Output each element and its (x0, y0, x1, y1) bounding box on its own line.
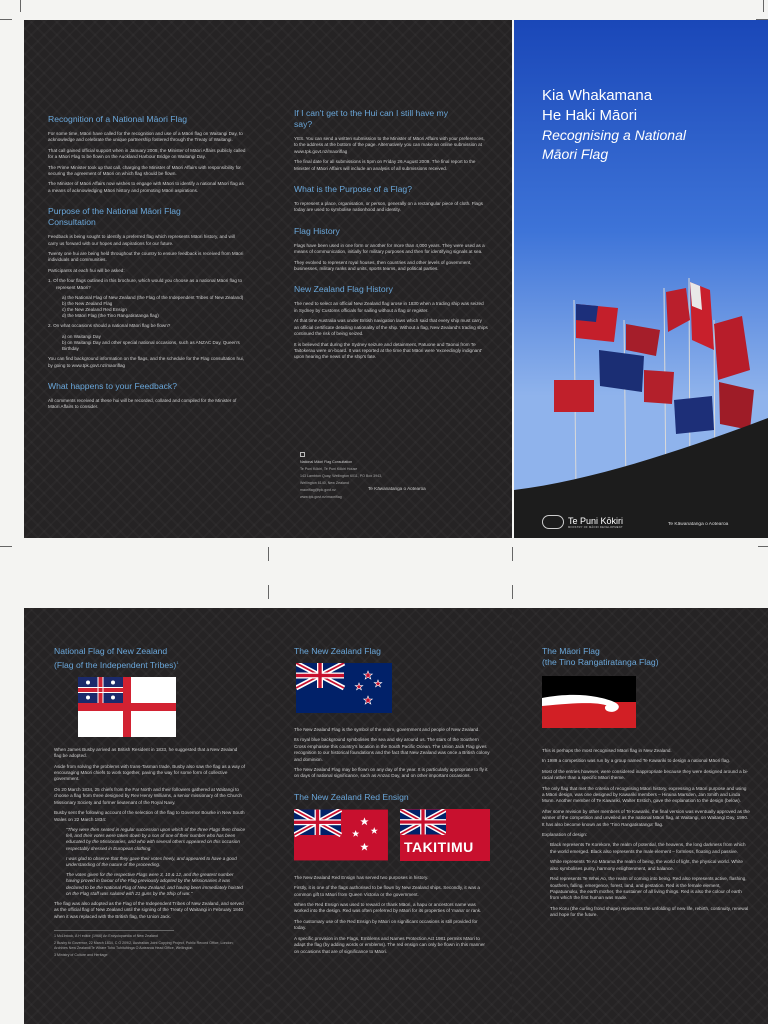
tpk-emblem-icon (542, 515, 564, 529)
design-explanation: White represents Te Ao Mārama the realm of being, the world of light, the physical world. White also symbolises purity, harmony enlightenment, and balance. (550, 859, 743, 871)
heading-maori-flag (542, 646, 750, 668)
paragraph: The customary use of the Red Ensign by Māori on significant occasions is still provided for today. (294, 918, 478, 931)
brochure-flags-panel-right (512, 608, 768, 1024)
union-jack-canton (400, 809, 446, 835)
address-line: 143 Lambton Quay, Wellington 6011, PO Box 3943, (300, 474, 383, 478)
heading-flag-history: Flag History (294, 225, 340, 236)
paragraph: A specific provision in the Flags, Emblems and Names Protection Act 1981 permits Māori to adapt the flag (by adding words or emblems). The red ensign can only be flown in this manner on occasions that are of significance to Māori. (294, 935, 485, 954)
heading-recognition: Recognition of a National Māori Flag (48, 114, 188, 124)
quote: I was glad to observe that they gave their votes freely, and appeared to have a good understanding of the nature of the proceeding. (66, 855, 237, 867)
footnote: 1 McLintock, A H editor (1966) An Encyclopaedia of New Zealand (54, 934, 158, 939)
email-link[interactable]: maoriflag@tpk.govt.nz (300, 488, 336, 492)
quote: The votes given for the respective Flags were 3, 10 & 12, and the greatest number having proved in favour of the Flag previously adopted by the Missionaries it was declared to be the National Flag of New Zealand, and having been immediately hoisted on the Flag staff was saluted with 21 guns by the Ship of war." (66, 872, 243, 896)
crop-mark (20, 0, 21, 12)
flag-option-c: c) the New Zealand Red Ensign (62, 307, 127, 313)
independent-tribes-flag (78, 677, 176, 737)
address-line: National Māori Flag Consultation (300, 460, 353, 464)
heading-hui-say: If I can't get to the Hui can I still have my say? (294, 108, 449, 129)
waving-flag (576, 304, 598, 322)
paragraph: After some revision by other members of Te Kawariki, the final version was eventually approved as the winner of the competition and unveiled as the national Māori flag, at Waitangi, on Waitangi Day, 1990. It has also become known as the 'Tino Rangatiratanga' flag. (542, 808, 750, 827)
heading-feedback: What happens to your Feedback? (48, 380, 177, 391)
waving-flag (554, 380, 594, 412)
paragraph: Firstly, it is one of the flags authorised to be flown by New Zealand ships. Secondly, it was a common gift to Māori from Queen Victoria or the government. (294, 885, 480, 897)
crop-mark (763, 0, 764, 12)
paragraph: You can find background information on the flags, and the schedule for the Flag consultation hui, by going to www.tpk.govt.nz/maoriflag (48, 356, 244, 368)
paragraph: Most of the entries however, were considered inappropriate because they were designed around a bi-racial rather than a specific Māori theme. (542, 768, 749, 781)
paragraph: The New Zealand Flag may be flown on any day of the year. It is particularly appropriate to fly it on days of national significance, such as Anzac Day, and on other important occasions. (294, 767, 488, 779)
takitimu-label: TAKITIMU (403, 838, 474, 855)
waving-flag (674, 396, 714, 434)
paragraph: Its royal blue background symbolises the sea and sky around us. The stars of the Southern Cross emphasise this country's location in the South Pacific Ocean. The Union Jack Flag gives recognition to our historical foundations and the fact that New Zealand was once a British colony and dominion. (294, 737, 490, 762)
paragraph: The Prime Minister took up that call, charging the Minister of Māori Affairs with responsibility for securing the agreement of Māori on which flag should be flown. (48, 164, 241, 177)
website-link[interactable]: www.tpk.govt.nz/maoriflag (300, 495, 342, 499)
paragraph: When James Busby arrived as British Resident in 1833, he suggested that a New Zealand flag be adopted. (54, 746, 238, 759)
paragraph: The need to select an official New Zealand flag arose in 1830 when a trading ship was seized in Sydney by Customs officials for sailing without a flag or register. (294, 301, 484, 313)
question-2: 2. On what occasions should a national Māori flag be flown? (48, 323, 171, 329)
paragraph: They evolved to represent royal houses, then countries and other levels of government, businesses, military ranks and units, sports teams, and political parties. (294, 259, 472, 272)
quote: "They were then seated in regular succession upon which of the three Flags then choice fell, and their votes were taken down by a son of one of their number who has been educated by the Missionaries, and who with several others appeared on this occasion respectably dressed in European clothing. (66, 826, 246, 851)
paragraph: The flag was also adopted as the Flag of the Independent Tribes of New Zealand, and served as the official flag of New Zealand until the signing of the Treaty of Waitangi in February 1840 when it was replaced with the British flag, the Union Jack. (54, 900, 244, 919)
crop-mark (0, 546, 12, 547)
crop-mark (512, 585, 513, 599)
occasion-option-a: a) on Waitangi Day (62, 333, 101, 339)
footnote-ref: 1 (176, 660, 179, 665)
paragraph: That call gained official support when in January 2008, the Minister of Māori Affairs publicly called for a Māori Flag to be flown on the Auckland Harbour Bridge on Waitangi Day. (48, 147, 246, 160)
crop-mark (268, 585, 269, 599)
heading-line: National Flag of New Zealand (54, 646, 168, 656)
paragraph: On 20 March 1834, 25 chiefs from the Far North and their followers gathered at Waitangi to choose a flag from three designed by Rev Henry Williams, a senior missionary of the Church Missionary Society and former lieutenant of the Royal Navy. (54, 786, 242, 805)
cover-subtitle-line-1: Recognising a National (542, 127, 686, 143)
heading-purpose-flag: What is the Purpose of a Flag? (294, 184, 412, 195)
crop-mark (758, 546, 768, 547)
tpk-logo (542, 515, 623, 529)
paragraph: Participants at each hui will be asked: (48, 267, 125, 273)
crop-mark (268, 547, 269, 561)
cover-subtitle-line-2: Māori Flag (542, 146, 609, 162)
paragraph: The final date for all submissions is 5pm on Friday 26 August 2009. The final report to the Minister of Māori Affairs will include an analysis of all submissions received. (294, 159, 476, 171)
small-logo-icon (300, 452, 305, 457)
heading-line: (Flag of the Independent Tribes) (54, 659, 177, 670)
paragraph: The Minister of Māori Affairs now wishes to engage with Māori to identify a national Māori flag as a means of acknowledging Māori history and promoting Māori aspirations. (48, 181, 244, 193)
address-line: Te Puni Kōkiri, Te Puni Kōkiri House (300, 467, 358, 471)
waving-flag (644, 370, 674, 404)
contact-address (300, 452, 450, 502)
flag-option-d: d) the Māori Flag (the Tino Rangatiratanga flag) (62, 313, 159, 319)
gov-logo-text: Te Kāwanatanga o Aotearoa (668, 522, 729, 527)
heading-purpose-consultation: Purpose of the National Māori Flag Consultation (48, 206, 181, 228)
paragraph: Flags have been used in one form or another for more than 4,000 years. They were used as a means of communication, initially for military purposes and then for identifying signals at sea. (294, 242, 485, 255)
paragraph: YES. You can send a written submission to the Minister of Māori Affairs with your preferences, to the address at the bottom of the page. Alternatively you can make an online submission at www.tpk.govt.nz/maoriflag (294, 136, 485, 154)
red-ensign-flag (294, 809, 388, 861)
heading-national-flag (54, 646, 246, 671)
flag-option-a: a) the National Flag of New Zealand (the Flag of the Independent Tribes of New Zealand) (62, 295, 244, 301)
footnote: 3 Ministry of Culture and Heritage (54, 953, 108, 958)
heading-red-ensign: The New Zealand Red Ensign (294, 791, 409, 802)
cover-title-line-2: He Haki Māori (542, 107, 638, 124)
heading-line: (the Tino Rangatiratanga Flag) (542, 657, 659, 667)
flag-option-b: b) the New Zealand Flag (62, 301, 113, 307)
heading-nz-flag-history: New Zealand Flag History (294, 284, 393, 295)
paragraph: The only flag that met the criteria of recognising Māori history, expressing a Māori purpose and using a Māori design, was one designed by Kawariki members – Hiraina Marsden, Jan Smith and Linda Munn. Another member of Te Kawariki, Walter Erstich, gave the explanation to the design (below). (542, 785, 747, 804)
heading-line: The Māori Flag (542, 646, 600, 656)
paragraph: The New Zealand Red Ensign has served two purposes in history. (294, 874, 429, 880)
crop-mark (0, 19, 12, 20)
design-explanation: Black represents Te Korekore, the realm of potential, the heavens, the long darkness from which the world emerged. Black also represents the male element – formless, floating and passive. (550, 842, 746, 854)
brochure-inside-panel-left (24, 20, 268, 538)
takitimu-flag (400, 809, 490, 861)
paragraph: Busby sent the following account of the selection of the flag to Governor Bourke in New South Wales on 22 March 1834: (54, 810, 245, 822)
paragraph: It is believed that during the Sydney seizure and detainment, Patuone and Taonui from Te Taitokerau were on-board. It was reported at the time that Māori were 'exceedingly indignant' upon hearing the news of the ship's fate. (294, 341, 482, 360)
occasion-option-b: b) on Waitangi Day and other special national occasions, such as ANZAC Day, Queen's Birthday (62, 339, 240, 352)
address-line: Wellington 6140, New Zealand (300, 481, 349, 485)
paragraph: The New Zealand Flag is the symbol of the realm, government and people of New Zealand. (294, 727, 480, 732)
brochure-inside-panel-middle (268, 20, 512, 538)
heading-nz-flag: The New Zealand Flag (294, 646, 381, 656)
cover-title (542, 86, 686, 164)
waving-flag (599, 350, 644, 392)
brochure-cover-panel (514, 20, 768, 538)
brochure-flags-panel-left (24, 608, 268, 1024)
design-explanation: The Koru (the curling frond shape) represents the unfolding of new life, rebirth, continuity, renewal and hope for the future. (550, 905, 749, 918)
design-explanation: Red represents Te Whei Ao, the realm of coming into being. Red also represents active, flashing, southern, falling, emergence, forest, land, and gestation. Red is the female element, Papatuanuku, the earth mother, the sustainer of all living things. Red is also the colour of earth from which the first human was made. (550, 876, 747, 901)
crop-mark (512, 547, 513, 561)
tino-rangatiratanga-flag (542, 676, 636, 728)
paragraph: Aside from solving the problems with trans-Tasman trade, Busby also saw the flag as a way of encouraging Māori chiefs to work together, paving the way for some form of collective government. (54, 763, 245, 782)
gov-logo-text: Te Kāwanatanga o Aotearoa (368, 486, 426, 491)
tpk-logo-text: Te Puni Kōkiri (568, 515, 624, 526)
paragraph: This is perhaps the most recognised Māori flag in New Zealand. (542, 748, 672, 753)
paragraph: Twenty one hui are being held throughout the country to ensure feedback is received from Māori individuals and communities. (48, 251, 244, 263)
tpk-logo-subtext: MINISTRY OF MĀORI DEVELOPMENT (568, 525, 623, 529)
paragraph: When the Red Ensign was used to reward or thank Māori, a hapu or ancestors name was worked into the design. Red was often preferred by Māori for its properties of 'mana' or rank. (294, 902, 482, 914)
paragraph: At that time Australia was under British navigation laws which said that every ship must carry an official certificate detailing nationality of the ship. Without a flag, New Zealand's trading ships continued the risk of being seized. (294, 318, 488, 337)
footnote: 2 Busby to Governor, 22 March 1834, C O 209/2, Australian Joint Copying Project, Public Record Office, London; Archives New Zealand/Te Whare Tohu Tuhituhinga O Aotearoa Head Office, Wellington (54, 941, 234, 951)
paragraph: Explanation of design: (542, 832, 588, 838)
waving-flag (719, 382, 754, 430)
new-zealand-flag (296, 663, 392, 713)
paragraph: For some time, Māori have called for the recognition and use of a Māori flag on Waitangi Day, to acknowledge and celebrate the unique partnership fostered through the Treaty of Waitangi. (48, 131, 243, 143)
brochure-flags-panel-middle (268, 608, 512, 1024)
paragraph: Feedback is being sought to identify a preferred flag which represents Māori history, and will carry us forward with our hopes and aspirations for our future. (48, 234, 235, 246)
cover-title-line-1: Kia Whakamana (542, 87, 653, 104)
paragraph: In 1989 a competition was run by a group named Te Kawariki to design a national Māori flag. (542, 758, 731, 764)
question-1: 1. Of the four flags outlined in this brochure, which would you choose as a national Māori flag to represent Māori? (48, 278, 243, 290)
paragraph: All comments received at these hui will be recorded, collated and compiled for the Minister of Māori Affairs to consider. (48, 397, 237, 410)
paragraph: To represent a place, organisation, or person, generally on a rectangular piece of cloth. Flags today are used to symbolise nationhood and identity. (294, 201, 483, 213)
